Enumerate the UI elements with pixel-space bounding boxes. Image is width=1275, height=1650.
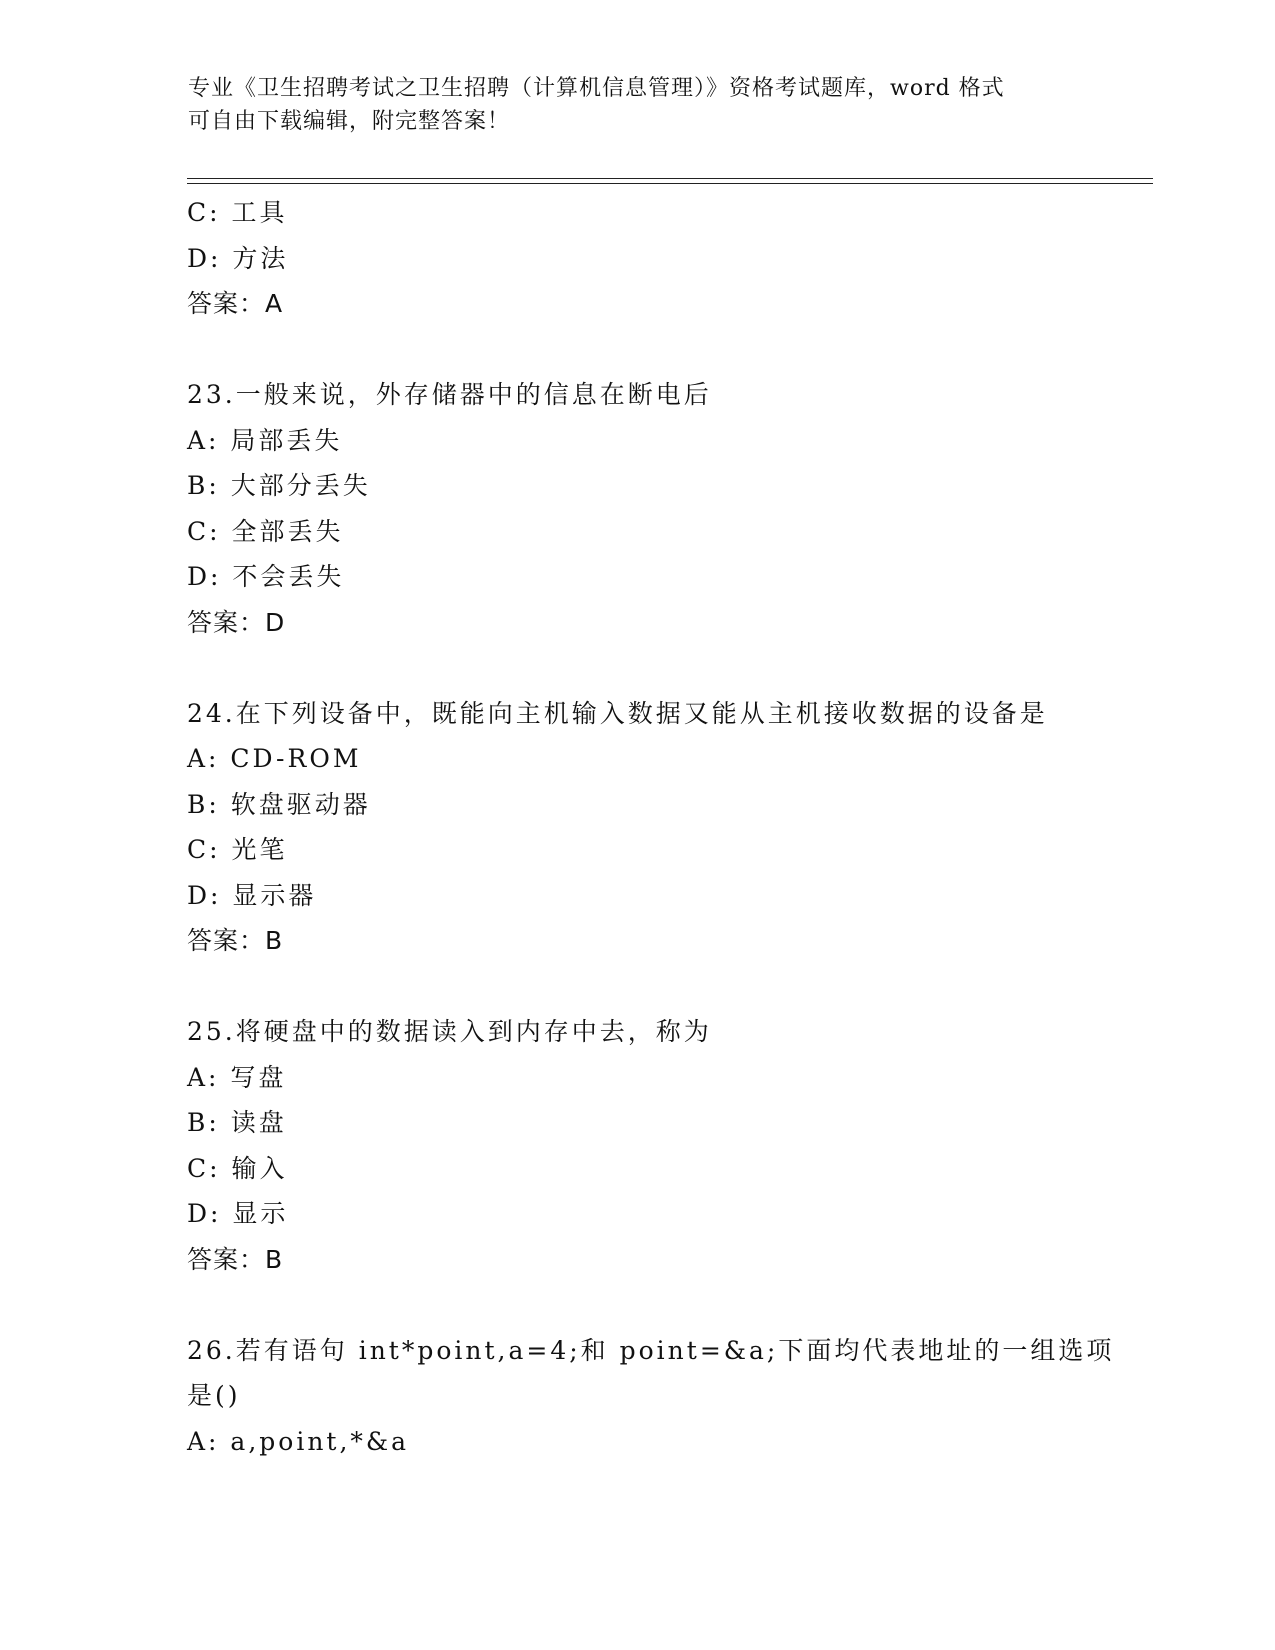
option-d: D: 显示 xyxy=(187,1199,289,1228)
answer-label: 答案：D xyxy=(187,607,286,637)
header-line-2: 可自由下载编辑，附完整答案！ xyxy=(188,109,511,134)
header-divider-top xyxy=(187,178,1153,179)
question-list xyxy=(187,190,1115,1464)
question-22-tail xyxy=(187,190,1087,327)
option-b: B: 大部分丢失 xyxy=(187,471,371,500)
option-b: B: 软盘驱动器 xyxy=(187,789,371,819)
option-c: C: 输入 xyxy=(187,1153,288,1183)
option-a: A: 局部丢失 xyxy=(187,425,343,455)
question-text: 25.将硬盘中的数据读入到内存中去，称为 xyxy=(187,1017,712,1046)
option-a: A: a,point,*&a xyxy=(187,1426,410,1456)
answer-label: 答案：A xyxy=(187,289,284,318)
option-c: C: 光笔 xyxy=(187,835,288,864)
answer-label: 答案：B xyxy=(187,1244,284,1274)
option-c: C: 工具 xyxy=(187,198,288,227)
option-d: D: 不会丢失 xyxy=(187,562,345,591)
header-divider-bottom xyxy=(187,183,1153,184)
question-text: 24.在下列设备中，既能向主机输入数据又能从主机接收数据的设备是 xyxy=(187,698,1048,728)
option-d: D: 方法 xyxy=(187,243,289,273)
question-25 xyxy=(187,1009,1087,1282)
question-text: 26.若有语句 int*point,a=4;和 point=&a;下面均代表地址的一组选项 xyxy=(187,1335,1115,1365)
option-d: D: 显示器 xyxy=(187,880,317,910)
option-a: A: CD-ROM xyxy=(187,744,362,773)
option-c: C: 全部丢失 xyxy=(187,516,344,546)
question-26 xyxy=(187,1328,1115,1465)
document-header xyxy=(188,72,1088,138)
question-text-continued: 是() xyxy=(187,1381,241,1410)
question-text: 23.一般来说，外存储器中的信息在断电后 xyxy=(187,380,712,409)
option-b: B: 读盘 xyxy=(187,1108,287,1137)
question-23 xyxy=(187,372,1087,645)
option-a: A: 写盘 xyxy=(187,1062,287,1092)
question-24 xyxy=(187,691,1087,964)
header-line-1: 专业《卫生招聘考试之卫生招聘（计算机信息管理）》资格考试题库，word 格式 xyxy=(188,76,1005,101)
answer-label: 答案：B xyxy=(187,926,284,955)
